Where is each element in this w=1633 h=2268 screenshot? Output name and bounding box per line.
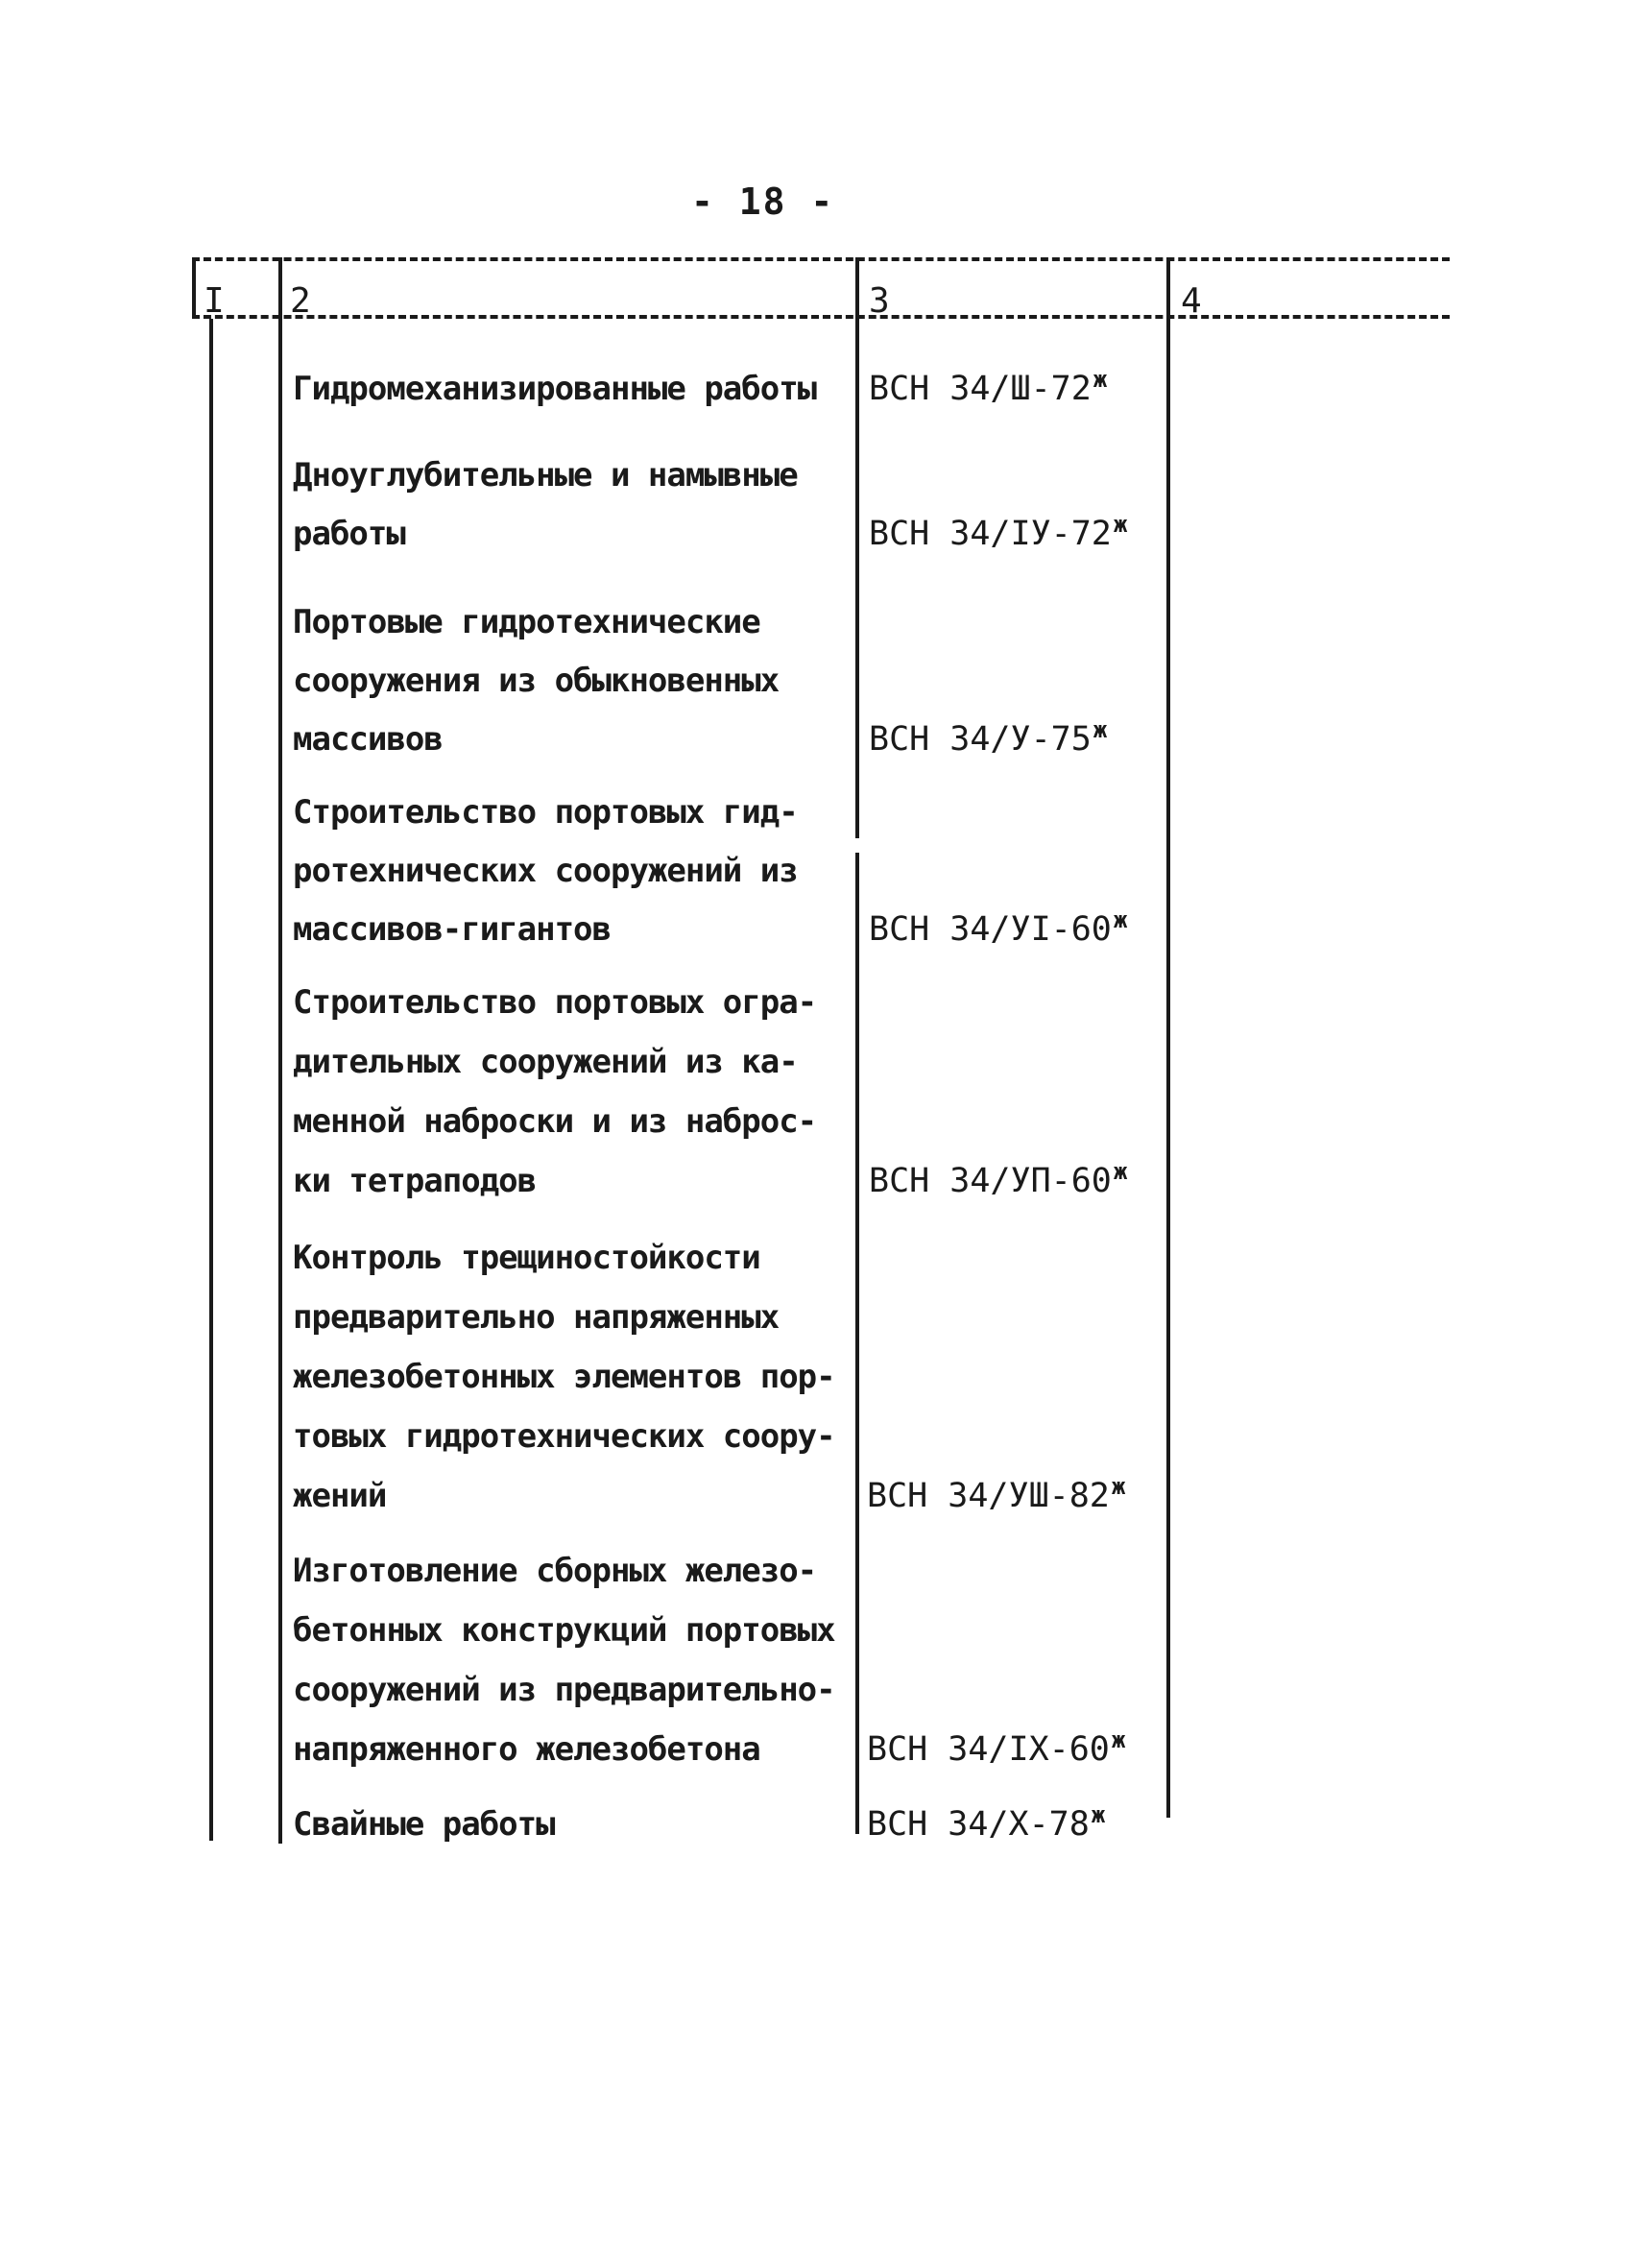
row-1-line-1: Гидромеханизированные работы (293, 370, 817, 408)
row-4-line-2: ротехнических сооружений из (293, 852, 798, 890)
row-7-line-2: бетонных конструкций портовых (293, 1611, 835, 1650)
row-1-code: ВСН $34/Ш-72^ж$ (869, 366, 1108, 408)
row-7-line-4: напряженного железобетона (293, 1730, 760, 1769)
row-6-code: ВСН $34/УШ-82^ж$ (867, 1473, 1126, 1515)
row-7-line-1: Изготовление сборных железо- (293, 1552, 817, 1590)
row-6-line-5: жений (293, 1477, 387, 1515)
page-number: - 18 - (691, 181, 835, 223)
table-left-border-top (192, 257, 196, 319)
row-1-mark: ж (1093, 366, 1108, 393)
row-5-code: ВСН $34/УП-60^ж$ (869, 1158, 1128, 1200)
column-divider-2-lower (855, 853, 859, 1834)
row-4-code: ВСН $34/УI-60^ж$ (869, 906, 1128, 949)
table-header-rule (192, 315, 1450, 319)
row-6-line-1: Контроль трещиностойкости (293, 1239, 760, 1277)
row-5-mark: ж (1113, 1158, 1128, 1185)
row-8-line-1: Свайные работы (293, 1805, 555, 1844)
row-3-line-2: сооружения из обыкновенных (293, 662, 780, 700)
column-divider-1 (278, 257, 282, 1844)
row-7-code: ВСН $34/IХ-60^ж$ (867, 1726, 1126, 1769)
row-6-line-4: товых гидротехнических соору- (293, 1417, 835, 1456)
row-8-mark: ж (1091, 1801, 1106, 1828)
row-7-mark: ж (1111, 1726, 1126, 1753)
row-3-mark: ж (1093, 716, 1108, 743)
table-top-rule (192, 257, 1450, 261)
header-col-2: 2 (290, 281, 311, 321)
row-4-mark: ж (1113, 906, 1128, 933)
row-5-line-1: Строительство портовых огра- (293, 983, 817, 1022)
row-2-mark: ж (1113, 511, 1128, 538)
table-left-border (209, 319, 213, 1841)
row-3-code: ВСН $34/У-75^ж$ (869, 716, 1108, 759)
row-2-line-2: работы (293, 515, 405, 553)
row-4-line-3: массивов-гигантов (293, 910, 611, 949)
header-col-4: 4 (1181, 281, 1202, 321)
header-col-3: 3 (869, 281, 890, 321)
row-5-line-4: ки тетраподов (293, 1162, 537, 1200)
column-divider-3 (1166, 257, 1170, 1818)
row-3-line-3: массивов (293, 720, 443, 759)
row-6-mark: ж (1111, 1473, 1126, 1500)
row-2-line-1: Дноуглубительные и намывные (293, 456, 798, 495)
row-5-line-2: дительных сооружений из ка- (293, 1043, 798, 1081)
row-2-code: ВСН $34/IУ-72^ж$ (869, 511, 1128, 553)
row-4-line-1: Строительство портовых гид- (293, 793, 798, 832)
column-divider-2-upper (855, 257, 859, 838)
row-5-line-3: менной наброски и из наброс- (293, 1102, 817, 1141)
row-6-line-3: железобетонных элементов пор- (293, 1358, 835, 1396)
row-6-line-2: предварительно напряженных (293, 1298, 780, 1337)
row-7-line-3: сооружений из предварительно- (293, 1671, 835, 1709)
row-3-line-1: Портовые гидротехнические (293, 603, 760, 641)
header-col-1: I (204, 281, 225, 321)
row-8-code: ВСН $34/Х-78^ж$ (867, 1801, 1106, 1844)
